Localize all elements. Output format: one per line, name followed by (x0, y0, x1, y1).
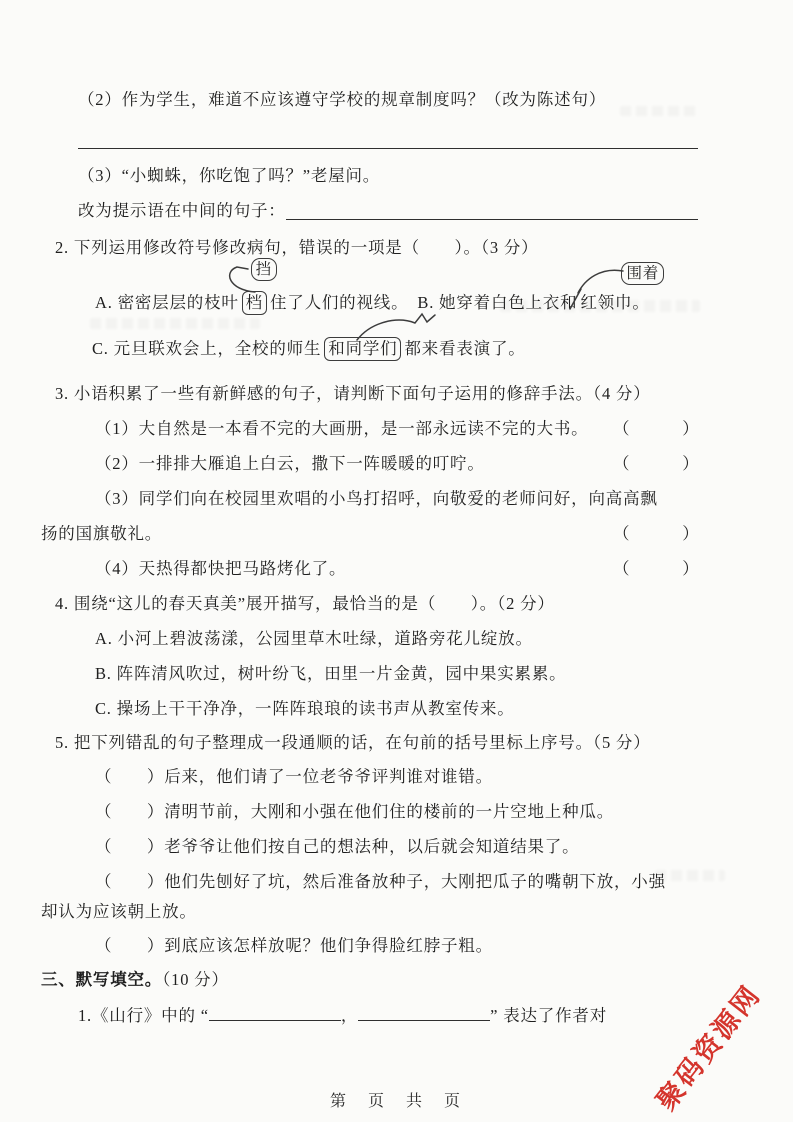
q2-option-c-boxed-text: 和同学们 (328, 339, 398, 358)
q2-option-a-correction-box: 挡 (251, 258, 277, 281)
q3-item3-text-line2: 扬的国旗敬礼。 (41, 524, 163, 543)
q1-item3-prompt-label: 改为提示语在中间的句子： (78, 201, 286, 220)
q2-option-c-line (92, 335, 526, 362)
q5-sentence-4-line2: 却认为应该朝上放。 (41, 902, 197, 921)
watermark-text: 聚码资源网 (650, 979, 767, 1116)
section3-item1-post: ” 表达了作者对 (490, 1006, 607, 1025)
section3-title: 三、默写填空。 (41, 970, 163, 989)
q4-option-c: C. 操场上干干净净，一阵阵琅琅的读书声从教室传来。 (95, 699, 515, 718)
q2-stem: 2. 下列运用修改符号修改病句，错误的一项是（ ）。（3 分） (55, 238, 539, 257)
section3-item1-comma: ， (340, 1006, 359, 1025)
q2-option-c-pre: C. 元旦联欢会上，全校的师生 (92, 339, 322, 358)
ghost-smudge (620, 106, 700, 116)
q1-item2-text: （2）作为学生，难道不应该遵守学校的规章制度吗？（改为陈述句） (78, 90, 607, 109)
q5-sentence-4-line1: （ ）他们先刨好了坑，然后准备放种子，大刚把瓜子的嘴朝下放，小强 (95, 872, 666, 891)
q1-item3-text: （3）“小蜘蛛，你吃饱了吗？”老屋问。 (78, 166, 381, 185)
q1-item2-answer-line (78, 128, 698, 149)
q2-option-b-post: 红领巾。 (580, 293, 650, 312)
ghost-smudge (90, 318, 260, 329)
section3-header (41, 966, 229, 993)
section3-item1-blank-1 (209, 1002, 341, 1021)
q5-stem: 5. 把下列错乱的句子整理成一段通顺的话，在句前的括号里标上序号。（5 分） (55, 733, 651, 752)
q5-sentence-5: （ ）到底应该怎样放呢？他们争得脸红脖子粗。 (95, 936, 493, 955)
q3-item1-answer-parens: （ ） (613, 419, 700, 438)
q4-stem: 4. 围绕“这儿的春天真美”展开描写，最恰当的是（ ）。（2 分） (55, 594, 555, 613)
q5-sentence-3: （ ）老爷爷让他们按自己的想法种，以后就会知道结果了。 (95, 837, 580, 856)
section3-item1-line (78, 1002, 711, 1029)
q2-option-b-pre: B. 她穿着白色上衣和 (417, 293, 578, 312)
section3-item1-pre: 1.《山行》中的 “ (78, 1006, 209, 1025)
q2-option-a-post: 住了人们的视线。 (269, 293, 409, 312)
ghost-smudge (500, 300, 700, 312)
ghost-smudge (655, 870, 725, 881)
q3-item2-text: （2）一排排大雁追上白云，撒下一阵暖暖的叮咛。 (95, 454, 485, 473)
q3-item4-answer-parens: （ ） (613, 559, 700, 578)
q2-option-a-pre: A. 密密层层的枝叶 (95, 293, 239, 312)
section3-item1-blank-2 (358, 1002, 490, 1021)
q3-item3-text-line1: （3）同学们向在校园里欢唱的小鸟打招呼，向敬爱的老师问好，向高高飘 (95, 489, 658, 508)
q2-option-a-boxed-text: 档 (245, 293, 263, 312)
q4-option-b: B. 阵阵清风吹过，树叶纷飞，田里一片金黄，园中果实累累。 (95, 664, 567, 683)
section3-score: （10 分） (162, 970, 229, 989)
q3-item4-text: （4）天热得都快把马路烤化了。 (95, 559, 347, 578)
q2-option-a-boxed-char (242, 261, 272, 315)
page-footer: 第 页 共 页 (329, 1093, 463, 1110)
q2-option-c-boxed-phrase (324, 337, 401, 361)
q1-item3-prompt-line (78, 197, 698, 224)
q3-item2-answer-parens: （ ） (613, 454, 700, 473)
q3-stem: 3. 小语积累了一些有新鲜感的句子，请判断下面句子运用的修辞手法。（4 分） (55, 384, 651, 403)
q5-sentence-2: （ ）清明节前，大刚和小强在他们住的楼前的一片空地上种瓜。 (95, 802, 614, 821)
q2-option-c-post: 都来看表演了。 (404, 339, 526, 358)
q1-item3-answer-line (286, 197, 698, 220)
q4-option-a: A. 小河上碧波荡漾，公园里草木吐绿，道路旁花儿绽放。 (95, 629, 533, 648)
q3-item3-answer-parens: （ ） (613, 524, 700, 543)
q2-option-b-correction-box: 围着 (621, 262, 664, 285)
q5-sentence-1: （ ）后来，他们请了一位老爷爷评判谁对谁错。 (95, 767, 493, 786)
q3-item1-text: （1）大自然是一本看不完的大画册，是一部永远读不完的大书。 (95, 419, 589, 438)
